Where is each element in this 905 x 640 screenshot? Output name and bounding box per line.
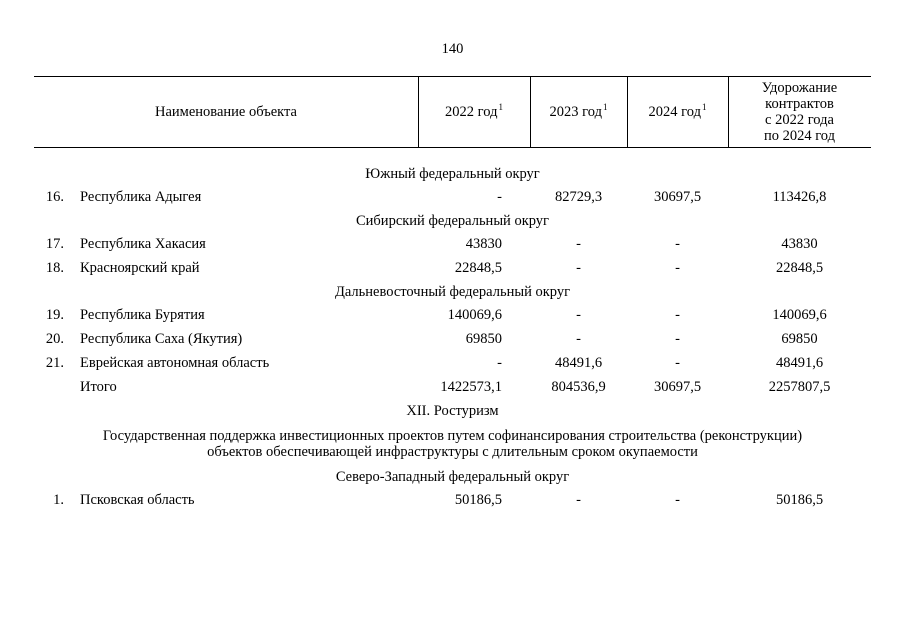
row-name: Республика Саха (Якутия) [80, 331, 243, 347]
row-increase: 50186,5 [775, 492, 824, 508]
table-row [0, 330, 905, 348]
row-2024: 30697,5 [653, 379, 702, 395]
row-2022: - [497, 189, 502, 205]
table-row [0, 235, 905, 253]
header-year-2022: 2022 год$^1$ [445, 101, 503, 120]
row-increase: 140069,6 [772, 307, 827, 323]
row-name: Республика Хакасия [80, 236, 206, 252]
row-name: Республика Адыгея [80, 189, 202, 205]
row-2023: - [576, 331, 581, 347]
row-2024: - [675, 236, 680, 252]
row-number: 16. [45, 189, 64, 205]
row-2024: - [675, 260, 680, 276]
row-name: Красноярский край [80, 260, 200, 276]
row-2024: - [675, 355, 680, 371]
row-number: 1. [53, 492, 64, 508]
row-number: 21. [45, 355, 64, 371]
header-object-name: Наименование объекта [155, 103, 297, 120]
row-2022: 50186,5 [454, 492, 502, 508]
row-name: Итого [80, 379, 117, 395]
header-bottom-rule [34, 147, 871, 148]
table-row [0, 306, 905, 324]
section-south: Южный федеральный округ [365, 166, 540, 182]
row-2024: - [675, 492, 680, 508]
row-2023: - [576, 260, 581, 276]
row-increase: 113426,8 [772, 189, 827, 205]
row-name: Псковская область [80, 492, 195, 508]
section-siberia: Сибирский федеральный округ [356, 213, 549, 229]
row-2024: - [675, 331, 680, 347]
row-2023: 804536,9 [551, 379, 606, 395]
row-2023: 48491,6 [554, 355, 603, 371]
table-row [0, 354, 905, 372]
row-number: 20. [45, 331, 64, 347]
header-year-2023: 2023 год$^1$ [549, 101, 608, 120]
total-row [0, 378, 905, 396]
row-number: 18. [45, 260, 64, 276]
row-2024: - [675, 307, 680, 323]
row-2023: - [576, 307, 581, 323]
row-2022: 69850 [465, 331, 502, 347]
row-increase: 2257807,5 [768, 379, 831, 395]
header-year-2024: 2024 год$^1$ [648, 101, 707, 120]
row-2023: 82729,3 [554, 189, 603, 205]
row-increase: 69850 [781, 331, 818, 347]
section-part-12: XII. Ростуризм [406, 403, 499, 419]
row-name: Еврейская автономная область [80, 355, 270, 371]
section-fareast: Дальневосточный федеральный округ [334, 284, 571, 300]
header-cost-increase: Удорожание контрактов с 2022 года по 2024 год [761, 79, 838, 144]
table-row [0, 491, 905, 509]
row-number: 19. [45, 307, 64, 323]
row-2022: 140069,6 [447, 307, 502, 323]
row-2023: - [576, 236, 581, 252]
row-2022: 22848,5 [454, 260, 502, 276]
row-increase: 48491,6 [775, 355, 824, 371]
row-number: 17. [45, 236, 64, 252]
row-increase: 22848,5 [775, 260, 824, 276]
table-row [0, 259, 905, 277]
row-2023: - [576, 492, 581, 508]
row-increase: 43830 [781, 236, 818, 252]
row-2022: - [497, 355, 502, 371]
row-2022: 43830 [465, 236, 502, 252]
table-row [0, 188, 905, 206]
section-support-title: Государственная поддержка инвестиционных проектов путем софинансирования строительства (реконструкции) объектов обеспечивающей инфраструктуры с длительным сроком окупаемости [102, 428, 803, 460]
row-name: Республика Бурятия [80, 307, 205, 323]
row-2024: 30697,5 [653, 189, 702, 205]
page-number: 140 [441, 41, 464, 57]
section-northwest: Северо-Западный федеральный округ [335, 469, 570, 485]
row-2022: 1422573,1 [440, 379, 502, 395]
